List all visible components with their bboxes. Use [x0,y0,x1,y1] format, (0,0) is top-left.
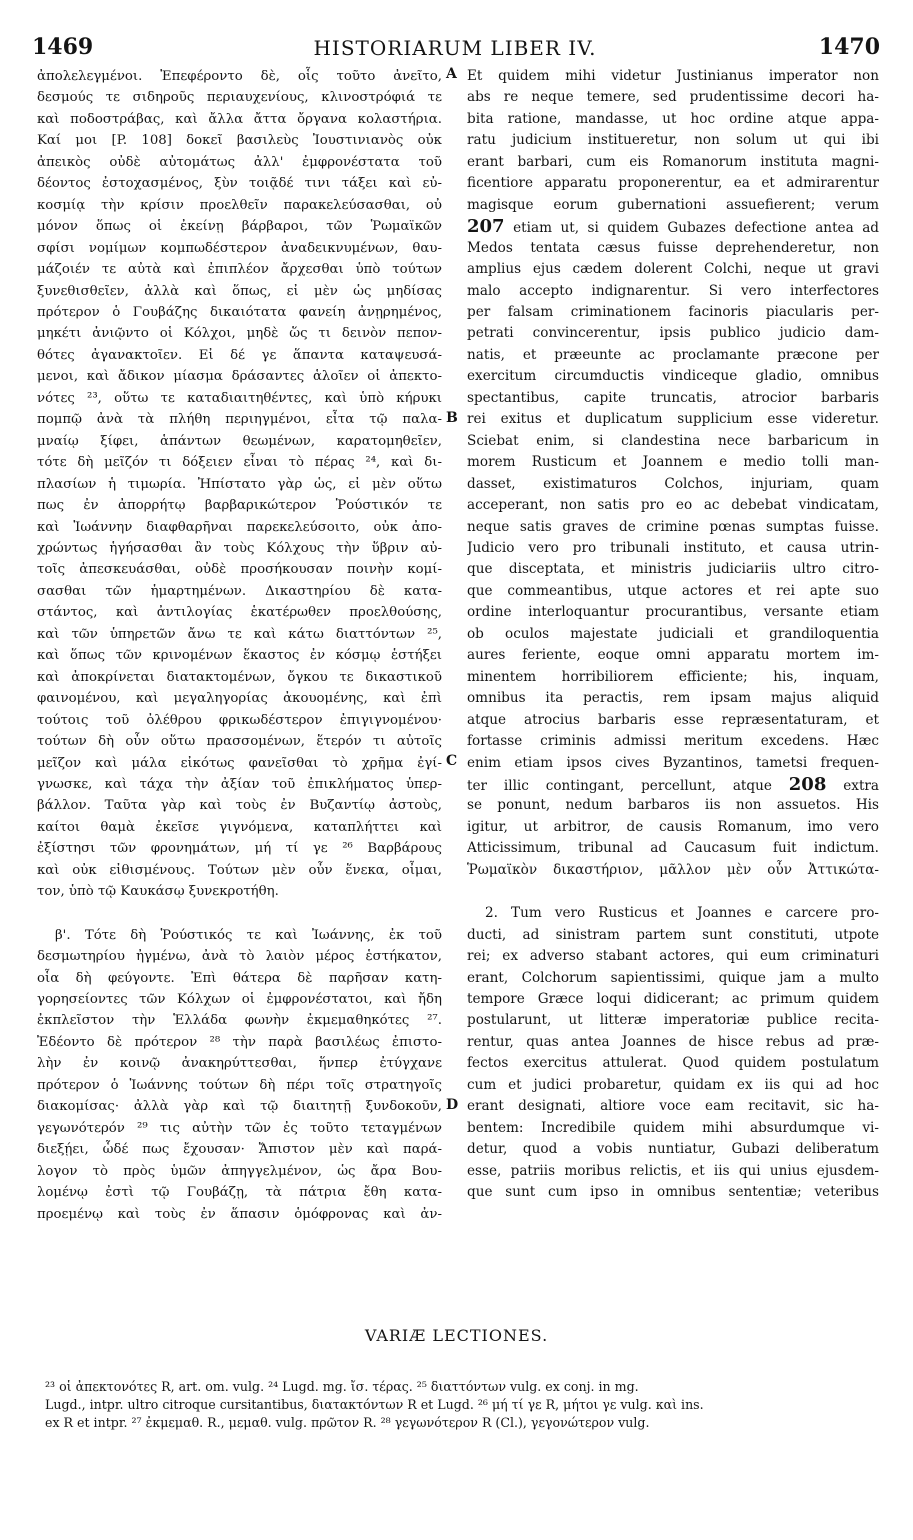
latin-line: 207 etiam ut, si quidem Gubazes defectione antea ad [467,216,879,238]
greek-line: διεξῄει, ὧδέ πως ἔχουσαν· Ἄπιστον μὲν καὶ παρά- [37,1142,442,1158]
latin-line: esse, patriis moribus relictis, et iis qui unius ejusdem- [467,1162,879,1179]
latin-line: igitur, ut arbitror, de causis Romanum, imo vero [467,818,879,835]
latin-line: amplius ejus cædem dolerent Colchi, neque ut gravi [467,261,879,278]
footnotes [45,1378,885,1432]
latin-line: ficentiore apparatu proponerentur, ea et admirarentur [467,175,879,192]
greek-line: καὶ οὐκ εἰθισμένους. Τούτων μὲν οὖν ἕνεκα, οἶμαι, [37,862,442,878]
latin-line: se ponunt, nedum barbaros iis non assuetos. His [467,797,879,814]
greek-line: δεσμούς τε σιδηροῦς περιαυχενίους, κλινοστρόφιά τε [37,90,442,106]
greek-line: καὶ Ἰωάννην διαφθαρῆναι παρεκελεύσοιτο, οὐκ ἀπο- [37,519,442,535]
greek-line: Καί μοι [P. 108] δοκεῖ βασιλεὺς Ἰουστινιανὸς οὐκ [37,133,442,149]
margin-letter-d: D [446,1097,459,1113]
latin-line: erant designati, altiore voce eam recitavit, sic ha- [467,1098,879,1115]
greek-line: πρότερον ὁ Ἰωάννης τούτων δὴ πέρι τοῖς στρατηγοῖς [37,1077,442,1093]
greek-line: τοῖς ἀπεσκευάσθαι, οὐδὲ προσήκουσαν ποινὴν κομί- [37,562,442,578]
greek-line: δέοντος ἐστοχασμένος, ξὺν τοιᾷδέ τινι τάξει καὶ εὐ- [37,176,442,192]
latin-line: erant barbari, cum eis Romanorum instituta magni- [467,153,879,170]
greek-line: λομένῳ ἐστὶ τῷ Γουβάζῃ, τὰ πάτρια ἔθη κατα- [37,1185,442,1201]
latin-line: enim etiam ipsos cives Byzantinos, tametsi frequen- [467,754,879,771]
latin-line: exercitum circumductis vindiceque gladio, omnibus [467,368,879,385]
latin-line: minentem horribiliorem efficiente; his, inquam, [467,668,879,685]
footnote-line: ex R et intpr. ²⁷ ἐκμεμαθ. R., μεμαθ. vulg. πρῶτον R. ²⁸ γεγωνότερον R (Cl.), γεγονώτερον vulg. [45,1415,650,1430]
page-marker-208: 208 [788,773,827,795]
latin-line: atque atrocius barbaris esse repræsentaturam, et [467,711,879,728]
greek-line: γνωσκε, καὶ τάχα τὴν ἀξίαν τοῦ ἐπικλήματος ὑπερ- [37,776,442,792]
latin-column [467,66,879,1204]
latin-line: Medos tentata cæsus fuisse deprehenderetur, non [467,239,879,256]
greek-line: πομπῷ ἀνὰ τὰ πλήθη περιηγμένοι, εἶτα τῷ παλα- [37,412,442,428]
greek-line: πλασίων ἡ τιμωρία. Ἠπίστατο γὰρ ὡς, εἰ μὲν οὕτω [37,476,442,492]
latin-line: detur, quod a vobis nuntiatur, Gubazi deliberatum [467,1141,879,1158]
running-header [30,34,880,64]
latin-line: morem Rusticum et Joannem e medio tolli man- [467,454,879,471]
latin-line: ratu judicium institueretur, non solum ut qui ibi [467,132,879,149]
greek-line: μναίῳ ξίφει, ἁπάντων θεωμένων, καρατομηθεῖεν, [37,433,442,449]
greek-line: θότες ἀγανακτοῖεν. Εἰ δέ γε ἅπαντα καταψευσά- [37,347,442,363]
latin-line: natis, et præeunte ac proclamante præcone per [467,346,879,363]
greek-line: λὴν ἐν κοινῷ ἀνακηρύττεσθαι, ἥνπερ ἐτύγχανε [37,1056,442,1072]
greek-line: σφίσι νομίμων κομπωδέστερον ἀναδεικνυμένων, θαυ- [37,240,442,256]
latin-line: abs re neque temere, sed prudentissime decori ha- [467,89,879,106]
latin-line: ducti, ad sinistram partem sunt constituti, utpote [467,926,879,943]
greek-line: ἀπεικὸς οὐδὲ αὐτομάτως ἀλλ' ἐμφρονέστατα τοῦ [37,154,442,170]
latin-line: tempore Græce loqui didicerant; ac primum quidem [467,991,879,1008]
latin-line: magisque eorum gubernationi assuefierent; verum [467,196,879,213]
greek-column [37,66,442,1225]
latin-line: rei exitus et duplicatum supplicium esse videretur. [467,411,879,428]
greek-line: στάντος, καὶ ἀντιλογίας ἑκατέρωθεν προελθούσης, [37,605,442,621]
greek-line: ἀπολελεγμένοι. Ἐπεφέροντο δὲ, οἷς τοῦτο ἀνεῖτο, [37,69,442,84]
running-title: HISTORIARUM LIBER IV. [313,36,597,60]
greek-line: μενοι, καὶ ἄδικον μίασμα δράσαντες ἁλοῖεν οἱ ἀπεκτο- [37,369,442,385]
latin-line: erant, Colchorum sapientissimi, quique jam a multo [467,969,879,986]
greek-line: τούτοις τοῦ ὀλέθρου φρικωδέστερον ἐπιγιγνομένου· [37,712,442,728]
greek-line: βάλλον. Ταῦτα γὰρ καὶ τοὺς ἐν Βυζαντίῳ ἀστοὺς, [37,798,442,814]
latin-line: rei; ex adverso stabant actores, qui eum criminaturi [467,948,879,965]
latin-line: que disceptata, et ministris judiciariis ultro citro- [467,561,879,578]
latin-line: que sunt cum ipso in omnibus sententiæ; veteribus [467,1184,879,1201]
greek-line: καὶ ποδοστράβας, καὶ ἄλλα ἄττα ὄργανα κολαστήρια. [37,111,442,127]
latin-line: petrati convincerentur, ipsis publico judicio dam- [467,325,879,342]
greek-line: φαινομένου, καὶ μεγαληγορίας ἀκουομένης, καὶ ἐπὶ [37,691,442,707]
latin-line: ob oculos majestate judiciali et grandiloquentia [467,625,879,642]
latin-line: fortasse criminis admissi meritum excedens. Hæc [467,733,879,750]
latin-line: postularunt, ut litteræ imperatoriæ publice recita- [467,1012,879,1029]
latin-line: bita ratione, mandasse, ut hoc ordine atque appa- [467,110,879,127]
latin-line: Sciebat enim, si clandestina nece barbaricum in [467,432,879,449]
greek-line: ἐκπλεῖστον τὴν Ἑλλάδα φωνὴν ἐκμεμαθηκότες ²⁷. [37,1013,442,1029]
greek-line: πως ἐν ἀπορρήτῳ βαρβαρικώτερον Ῥούστικόν τε [37,498,442,514]
greek-line: β'. Τότε δὴ Ῥούστικός τε καὶ Ἰωάννης, ἐκ τοῦ [55,927,442,943]
latin-line: cum et judici probaretur, quidam ex iis qui ad hoc [467,1076,879,1093]
greek-line: καὶ ἀποκρίνεται διατακτομένων, ὄγκου τε δικαστικοῦ [37,669,442,685]
latin-line: dasset, existimaturos Colchos, injuriam, quam [467,475,879,492]
greek-line: δεσμωτηρίου ἠγμένω, ἀνὰ τὸ λαιὸν μέρος ἑστήκατον, [37,949,442,965]
greek-line: πρότερον ὁ Γουβάζης δικαιότατα φανείη ἀνῃρημένος, [37,304,442,320]
greek-line: καίτοι θαμὰ ἐκεῖσε γιγνόμενα, καταπλήττει καὶ [37,819,442,835]
latin-line: spectantibus, capite truncatis, atrocior barbaris [467,389,879,406]
greek-line: μηκέτι ἀνιῷντο οἱ Κόλχοι, μηδὲ ὥς τι δεινὸν πεπον- [37,326,442,342]
footnote-line: ²³ οἱ ἀπεκτονότες R, art. om. vulg. ²⁴ Lugd. mg. ἴσ. τέρας. ²⁵ διαττόντων vulg. ex conj. in mg. [45,1379,639,1394]
greek-line: Ἐδέοντο δὲ πρότερον ²⁸ τὴν παρὰ βασιλέως ἐπιστο- [37,1034,442,1050]
latin-line: Judicio vero pro tribunali instituto, et causa utrin- [467,539,879,556]
greek-line: διακομίσας· ἀλλὰ γὰρ καὶ τῷ διαιτητῇ ξυνδοκοῦν, [37,1099,442,1115]
latin-line: Atticissimum, tribunal ad Caucasum fuit indictum. [467,840,879,857]
greek-line: οἷα δὴ φεύγοντε. Ἐπὶ θάτερα δὲ παρῆσαν κατη- [37,970,442,986]
latin-line: 2. Tum vero Rusticus et Joannes e carcere pro- [485,905,879,922]
latin-line: malo accepto indignarentur. Si vero interfectores [467,282,879,299]
greek-line: λογον τὸ πρὸς ὑμῶν ἀπηγγελμένον, ὡς ἄρα Βου- [37,1163,442,1179]
latin-line: aures feriente, eoque omni apparatu mortem im- [467,647,879,664]
page-number-right: 1470 [818,34,880,60]
latin-line: acceperant, non satis pro eo ac debebat vindicatam, [467,497,879,514]
latin-line: ter illic contingant, percellunt, atque 208 extra [467,773,879,795]
margin-letter-a: A [446,66,457,82]
greek-line: γεγωνότερόν ²⁹ τις αὐτὴν τῶν ἐς τοῦτο τεταγμένων [37,1120,442,1136]
latin-line: neque satis graves de crimine pœnas sumptas fuisse. [467,518,879,535]
greek-line: προεμένῳ καὶ τοὺς ἐν ἅπασιν ὁμόφρονας καὶ ἀν- [37,1206,442,1222]
page-number-left: 1469 [32,34,94,60]
latin-line: bentem: Incredibile quidem mihi absurdumque vi- [467,1119,879,1136]
greek-line: τότε δὴ μεῖζόν τι δόξειεν εἶναι τὸ πέρας ²⁴, καὶ δι- [37,455,442,471]
page-marker-207: 207 [467,216,505,238]
latin-line: que commeantibus, utque actores et rei apte suo [467,582,879,599]
greek-line: μάζοιέν τε αὐτὰ καὶ ἐπιπλέον ἄρχεσθαι ὑπὸ τούτων [37,262,442,278]
greek-line: ξυνεθισθεῖεν, ἀλλὰ καὶ ὅπως, εἰ μὲν ὡς μηδίσας [37,283,442,299]
footnote-line: Lugd., intpr. ultro citroque cursitantibus, διατακτόντων R et Lugd. ²⁶ μή τί γε R, μήτοι γε vulg. καὶ ins. [45,1397,704,1412]
greek-line: καὶ ὅπως τῶν κρινομένων ἕκαστος ἐν κόσμῳ ἑστήξει [37,648,442,664]
greek-line: κοσμίᾳ τὴν κρίσιν προελθεῖν παρακελεύσασθαι, οὐ [37,197,442,213]
latin-line: ordine interloquantur procurantibus, versante etiam [467,604,879,621]
greek-line: χρώντως ἡγήσασθαι ἂν τοὺς Κόλχους τὴν ὕβριν αὐ- [37,540,442,556]
margin-letter-b: B [446,410,458,426]
greek-line: μεῖζον καὶ μάλα εἰκότως φανεῖσθαι τὸ χρῆμα ἐγί- [37,755,442,771]
greek-line: καὶ τῶν ὑπηρετῶν ἄνω τε καὶ κάτω διαττόντων ²⁵, [37,626,442,642]
latin-line: rentur, quas antea Joannes de hisce rebus ad præ- [467,1033,879,1050]
greek-line: γορησείοντες τῶν Κόλχων οἱ ἐμφρονέστατοι, καὶ ἤδη [37,992,442,1008]
greek-line: σασθαι τῶν ἡμαρτημένων. Δικαστηρίου δὲ κατα- [37,583,442,599]
greek-line: ἐξίστησι τῶν φρονημάτων, μή τί γε ²⁶ Βαρβάρους [37,841,442,857]
greek-line: νότες ²³, οὕτω τε καταδιαιτηθέντες, καὶ ὑπὸ κήρυκι [37,390,442,406]
greek-line: μόνον ὅπως οἱ ἐκείνῃ βάρβαροι, τῶν Ῥωμαϊκῶν [37,219,442,235]
latin-line: Et quidem mihi videtur Justinianus imperator non [467,68,879,84]
latin-line: per falsam criminationem facinoris piacularis per- [467,303,879,320]
latin-line: fectos exercitus attulerat. Quod quidem postulatum [467,1055,879,1072]
greek-line: τούτων δὴ οὖν οὕτω πρασσομένων, ἕτερόν τι αὐτοῖς [37,734,442,750]
greek-line: τον, ὑπὸ τῷ Καυκάσῳ ξυνεκροτήθη. [37,884,279,900]
variae-lectiones-heading: VARIÆ LECTIONES. [364,1326,549,1345]
margin-letter-c: C [446,753,458,769]
latin-line: Ῥωμαϊκὸν δικαστήριον, μᾶλλον μὲν οὖν Ἀττικώτα- [467,861,879,878]
latin-line: omnibus ita peractis, rem ipsam majus aliquid [467,690,879,707]
